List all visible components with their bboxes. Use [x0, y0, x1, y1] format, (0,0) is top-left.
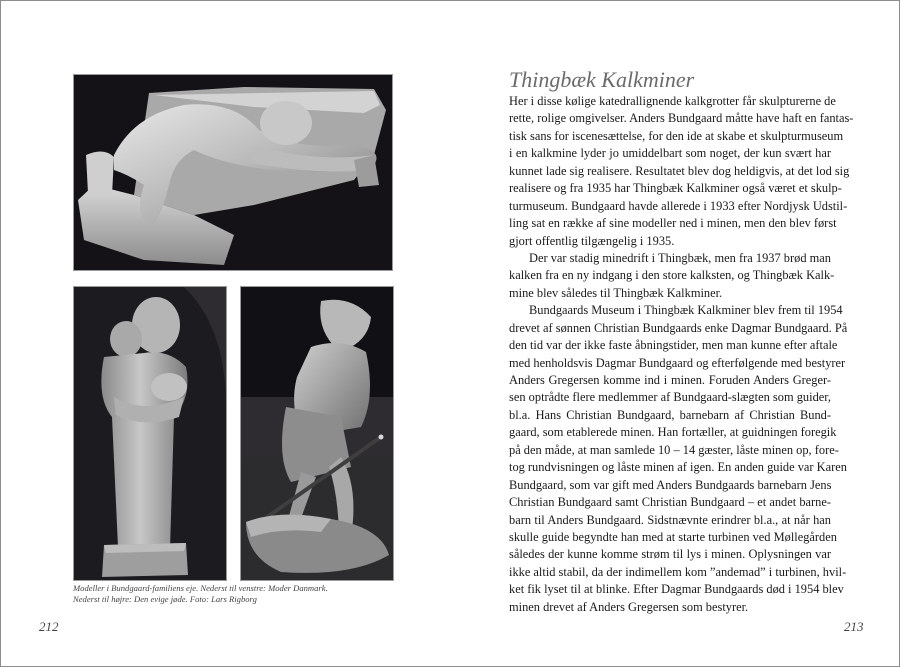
text-line: ket fik lyset til at blinke. Efter Dagmar Bundgaards død i 1954 blev — [509, 582, 844, 597]
body-text — [509, 93, 854, 616]
text-line: minen drevet af Anders Gregersen som bestyrer. — [509, 599, 749, 614]
text-line: drevet af sønnen Christian Bundgaards enke Dagmar Bundgaard. På — [509, 320, 848, 335]
text-line: Christian Bundgaard samt Christian Bundgaard – et andet barne- — [509, 495, 831, 510]
text-line: barn til Anders Bundgaard. Sidstnævnte erindrer bl.a., at når han — [509, 512, 831, 527]
text-line: rette, rolige omgivelser. Anders Bundgaard måtte have haft en fantas- — [509, 111, 854, 126]
text-line: således der kunne komme strøm til lys i minen. Oplysningen var — [509, 547, 831, 562]
photo-caption — [73, 583, 403, 604]
text-line: gjort offentlig tilgængelig i 1935. — [509, 233, 675, 248]
text-line: skulle guide begyndte han med at starte turbinen ved Møllegården — [509, 529, 837, 544]
text-line: på den måde, at man samlede 10 – 14 gæster, låste minen op, fore- — [509, 442, 839, 457]
caption-line: Modeller i Bundgaard-familiens eje. Nederst til venstre: Moder Danmark. — [73, 583, 328, 593]
sculpture-image — [74, 75, 392, 270]
section-heading: Thingbæk Kalkminer — [509, 67, 695, 92]
text-line: den tid var der ikke faste åbningstider, men man kunne efter aftale — [509, 338, 838, 353]
text-line: realisere og fra 1935 har Thingbæk Kalkminer også været et skulp- — [509, 181, 842, 196]
photo-crouching-figure-sculpture — [73, 74, 393, 271]
sculpture-image — [74, 287, 226, 580]
text-line: i en kalkmine lyder jo umiddelbart som noget, der kun svært har — [509, 146, 831, 161]
page-number-left: 212 — [39, 619, 59, 634]
text-line: Anders Gregersen komme ind i minen. Foruden Anders Greger- — [509, 373, 831, 387]
text-line: sen optrådte flere medlemmer af Bundgaard-slægten som guider, — [509, 390, 831, 405]
text-line: kalken fra en ny indgang i den store kalksten, og Thingbæk Kalk- — [509, 268, 835, 283]
text-line: ling sat en række af sine modeller ned i minen, men den blev først — [509, 216, 837, 231]
text-line: ikke altid stabil, da der indimellem kom ”andemad” i turbinen, hvil- — [509, 564, 847, 579]
text-line: mine blev således til Thingbæk Kalkminer. — [509, 285, 723, 300]
text-line: tisk sans for iscenesættelse, for den ide at skabe et skulpturmuseum — [509, 128, 844, 143]
text-line: Her i disse kølige katedrallignende kalkgrotter får skulpturerne de — [509, 94, 836, 108]
photo-den-evige-jode-sculpture — [240, 286, 394, 581]
page-number-right: 213 — [844, 619, 864, 634]
sculpture-image — [241, 287, 393, 580]
caption-line: Nederst til højre: Den evige jøde. Foto: Lars Rigborg — [73, 593, 257, 604]
text-line: Bundgaard, som var gift med Anders Bundgaards barnebarn Jens — [509, 477, 832, 492]
text-line: kunnet lade sig realisere. Resultatet blev dog heldigvis, at det lod sig — [509, 163, 850, 178]
text-line: turmuseum. Bundgaard havde allerede i 1933 efter Nordjysk Udstil- — [509, 198, 848, 213]
text-line: Bundgaards Museum i Thingbæk Kalkminer blev frem til 1954 — [529, 303, 843, 318]
text-line: med henholdsvis Dagmar Bundgaard og efterfølgende med bestyrer — [509, 355, 846, 370]
text-line: bl.a. Hans Christian Bundgaard, barnebarn af Christian Bund- — [509, 407, 831, 422]
text-line: Der var stadig minedrift i Thingbæk, men fra 1937 brød man — [529, 250, 831, 265]
text-line: tog rundvisningen og låste minen af igen. En anden guide var Karen — [509, 460, 847, 475]
photo-moder-danmark-sculpture — [73, 286, 227, 581]
text-line: gaard, som etablerede minen. Han fortæller, at guidningen foregik — [509, 425, 837, 440]
